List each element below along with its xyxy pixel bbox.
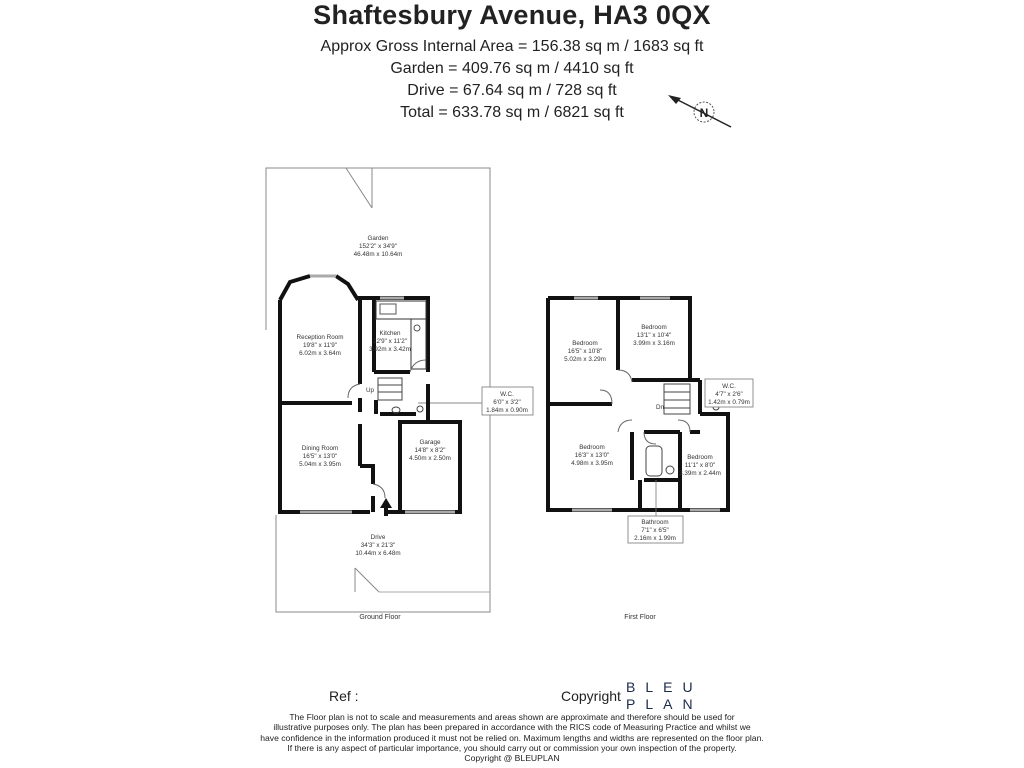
kitchen-imperial: 12'9" x 11'2" xyxy=(372,338,408,345)
kitchen-name: Kitchen xyxy=(379,330,401,337)
ground-wc-metric: 1.84m x 0.90m xyxy=(486,407,528,414)
first-wc-label xyxy=(705,379,753,407)
garage-imperial: 14'8" x 8'2" xyxy=(414,447,446,454)
bed2-imperial: 13'1" x 10'4" xyxy=(636,332,672,339)
reception-metric: 6.02m x 3.64m xyxy=(299,350,341,357)
ground-floor-fixtures xyxy=(300,276,455,512)
reception-imperial: 19'8" x 11'9" xyxy=(302,342,338,349)
reception-room-label xyxy=(297,334,344,357)
bed1-name: Bedroom xyxy=(572,340,598,347)
drive-area: Drive = 67.64 sq m / 728 sq ft xyxy=(407,82,617,99)
ground-floor-label: Ground Floor xyxy=(359,614,401,621)
bedroom-1-label xyxy=(564,340,606,363)
stair-down-label: Dn xyxy=(655,404,665,411)
garden-area: Garden = 409.76 sq m / 4410 sq ft xyxy=(390,60,634,77)
bed4-imperial: 11'1" x 8'0" xyxy=(684,462,716,469)
dining-imperial: 16'5" x 13'0" xyxy=(302,453,338,460)
gross-internal-area: Approx Gross Internal Area = 156.38 sq m / 1683 sq ft xyxy=(320,38,704,55)
bed1-imperial: 16'5" x 10'8" xyxy=(567,348,603,355)
bed3-imperial: 16'3" x 13'0" xyxy=(574,452,610,459)
garden-metric: 46.48m x 10.64m xyxy=(353,251,403,258)
logo-line-1: BLEU xyxy=(626,679,703,695)
bed2-metric: 3.99m x 3.16m xyxy=(633,340,675,347)
ground-wc-label xyxy=(482,387,533,415)
drive-metric: 10.44m x 6.48m xyxy=(355,550,401,557)
disclaimer-line: If there is any aspect of particular importance, you should carry out or commission your own inspection of the property. xyxy=(287,742,737,753)
ref-label: Ref : xyxy=(329,688,359,704)
disclaimer-line: have confidence in the information produced it must not be relied on. Maximum lengths and widths are represented on the floor plan. xyxy=(260,732,764,743)
dining-room-label xyxy=(299,445,341,468)
bedroom-3-label xyxy=(571,444,613,467)
ground-wc-imperial: 6'0" x 3'2" xyxy=(493,399,521,406)
kitchen-metric: 3.92m x 3.42m xyxy=(369,346,411,353)
bedroom-2-label xyxy=(633,324,675,347)
drive-name: Drive xyxy=(370,534,386,541)
copyright-label: Copyright xyxy=(561,688,621,704)
bathroom-imperial: 7'1" x 6'5" xyxy=(641,527,669,534)
bed4-name: Bedroom xyxy=(687,454,713,461)
reception-name: Reception Room xyxy=(296,334,344,341)
ground-floor-walls xyxy=(280,276,460,512)
disclaimer-line: illustrative purposes only. The plan has been prepared in accordance with the RICS code of Measuring Practice and whilst we xyxy=(273,722,751,733)
disclaimer-copyright: Copyright @ BLEUPLAN xyxy=(464,753,560,764)
drive-imperial: 34'3" x 21'3" xyxy=(360,542,396,549)
bathroom-metric: 2.16m x 1.99m xyxy=(634,535,676,542)
garden-name: Garden xyxy=(367,235,389,242)
stair-up-label: Up xyxy=(365,387,375,394)
bathroom-name: Bathroom xyxy=(641,519,669,526)
logo-line-2: PLAN xyxy=(626,696,703,712)
garden-imperial: 152'2" x 34'9" xyxy=(358,243,398,250)
first-wc-metric: 1.42m x 0.79m xyxy=(708,399,750,406)
dining-metric: 5.04m x 3.95m xyxy=(299,461,341,468)
bed3-name: Bedroom xyxy=(579,444,605,451)
garage-name: Garage xyxy=(419,439,441,446)
disclaimer-line: The Floor plan is not to scale and measurements and areas shown are approximate and therefore should be used for xyxy=(289,712,735,722)
first-wc-imperial: 4'7" x 2'6" xyxy=(715,391,743,398)
first-floor-walls xyxy=(548,298,728,510)
bleuplan-logo xyxy=(626,679,703,713)
bed3-metric: 4.98m x 3.95m xyxy=(571,460,613,467)
disclaimer xyxy=(250,712,774,763)
first-floor-label: First Floor xyxy=(624,614,656,621)
dining-name: Dining Room xyxy=(301,445,339,452)
compass-north-letter: N xyxy=(699,106,709,120)
drive-label xyxy=(355,534,400,557)
bed1-metric: 5.02m x 3.29m xyxy=(564,356,606,363)
bed2-name: Bedroom xyxy=(641,324,667,331)
first-wc-name: W.C. xyxy=(722,383,736,390)
total-area: Total = 633.78 sq m / 6821 sq ft xyxy=(400,104,624,121)
ground-wc-name: W.C. xyxy=(500,391,514,398)
garden-label xyxy=(354,235,403,258)
compass-icon xyxy=(668,95,731,127)
garage-metric: 4.50m x 2.50m xyxy=(409,455,451,462)
garage-label xyxy=(409,439,451,462)
property-title: Shaftesbury Avenue, HA3 0QX xyxy=(313,0,711,30)
bedroom-4-label xyxy=(679,454,721,477)
bed4-metric: 3.39m x 2.44m xyxy=(679,470,721,477)
